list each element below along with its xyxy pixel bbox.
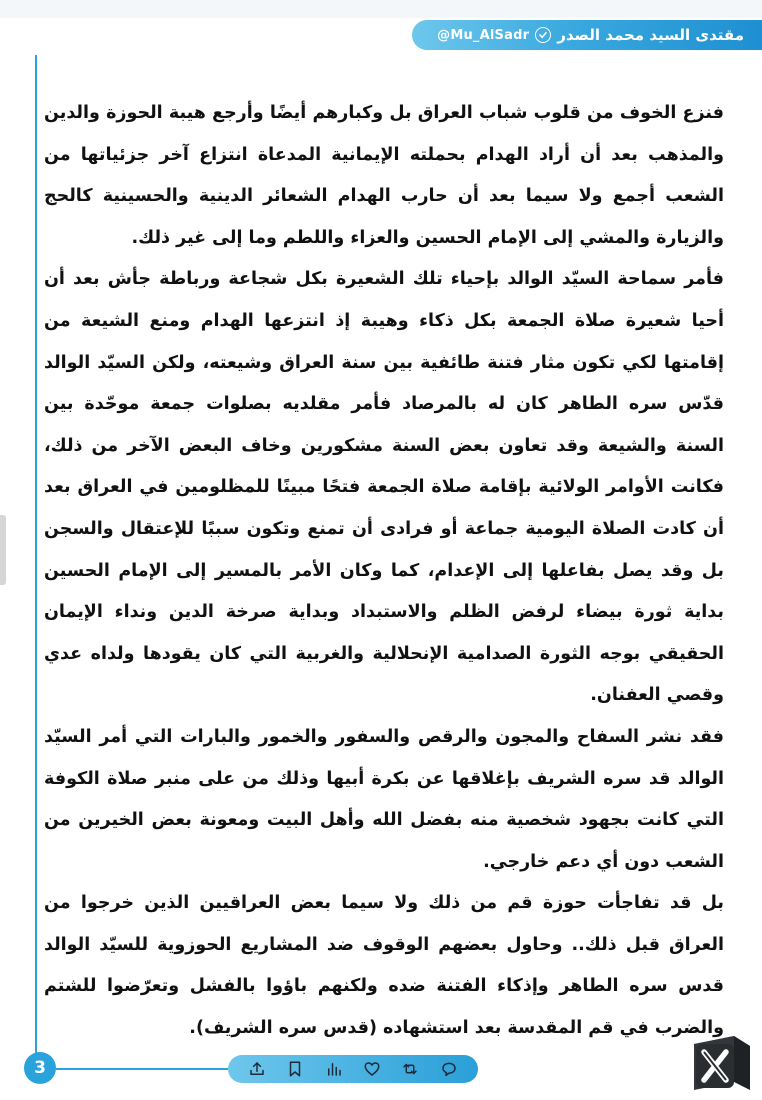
- reply-icon[interactable]: [438, 1058, 460, 1080]
- paragraph-2: فأمر سماحة السيّد الوالد بإحياء تلك الشعيرة بكل شجاعة ورباطة جأش بعد أن أحيا شعيرة صلاة الجمعة بكل ذكاء وهيبة إذ انتزعها الهدام ومنع الشيعة من إقامتها لكي تكون مثار فتنة طائفية بين سنة العراق وشيعته، ولكن السيّد الوالد قدّس سره الطاهر كان له بالمرصاد فأمر مقلديه بصلوات جمعة موحّدة بين السنة والشيعة وقد تعاون بعض السنة مشكورين وخاف البعض الآخر من ذلك، فكانت الأوامر الولائية بإقامة صلاة الجمعة فتحًا مبينًا للمظلومين في العراق بعد أن كادت الصلاة اليومية جماعة أو فرادى أن تمنع وتكون سببًا للإعتقال والسجن بل وقد يصل بفاعلها إلى الإعدام، كما وكان الأمر بالمسير إلى الإمام الحسين بداية ثورة بيضاء لرفض الظلم والاستبداد وبداية صرخة الدين ونداء الإيمان الحقيقي بوجه الثورة الصدامية الإنحلالية والغربية التي كان يقودها ولداه عدي وقصي العفنان.: [44, 269, 724, 706]
- footer-line: [56, 1068, 228, 1070]
- like-icon[interactable]: [361, 1058, 383, 1080]
- verified-icon: [535, 27, 551, 43]
- account-banner: [412, 20, 762, 50]
- paragraph-1: فنزع الخوف من قلوب شباب العراق بل وكبارهم أيضًا وأرجع هيبة الحوزة والدين والمذهب بعد أن أراد الهدام بحملته الإيمانية المدعاة انتزاع آخر جزئياتها من الشعب أجمع ولا سيما بعد أن حارب الهدام الشعائر الدينية والحسينية كالحج والزيارة والمشي إلى الإمام الحسين والعزاء واللطم وما إلى غير ذلك.: [44, 103, 724, 248]
- top-strip: [0, 0, 762, 18]
- account-name: مقتدى السيد محمد الصدر: [557, 26, 744, 44]
- paragraph-4: بل قد تفاجأت حوزة قم من ذلك ولا سيما بعض العراقيين الذين خرجوا من العراق قبل ذلك.. وحاول بعضهم الوقوف ضد المشاريع الحوزوية للسيّد الوالد قدس سره الطاهر وإذكاء الفتنة ضده ولكنهم باؤوا بالفشل وتعرّضوا للشتم والضرب في قم المقدسة بعد استشهاده (قدس سره الشريف).: [44, 893, 724, 1039]
- action-bar: [228, 1055, 478, 1083]
- left-rail: [35, 55, 37, 1055]
- account-handle[interactable]: @Mu_AlSadr: [437, 27, 530, 43]
- bookmark-icon[interactable]: [284, 1058, 306, 1080]
- share-icon[interactable]: [246, 1058, 268, 1080]
- edge-tab: [0, 515, 6, 585]
- paragraph-3: فقد نشر السفاح والمجون والرقص والسفور والخمور والبارات التي أمر السيّد الوالد قد سره الشريف بإغلاقها عن بكرة أبيها وذلك من على منبر صلاة الكوفة التي كانت بجهود شخصية منه بفضل الله وأهل البيت ومعونة بعض الخيرين من الشعب دون أي دعم خارجي.: [44, 726, 724, 872]
- page-number-badge: 3: [24, 1052, 56, 1084]
- x-logo-icon: [688, 1030, 754, 1096]
- repost-icon[interactable]: [399, 1058, 421, 1080]
- views-icon[interactable]: [323, 1058, 345, 1080]
- article-body: [44, 93, 724, 1050]
